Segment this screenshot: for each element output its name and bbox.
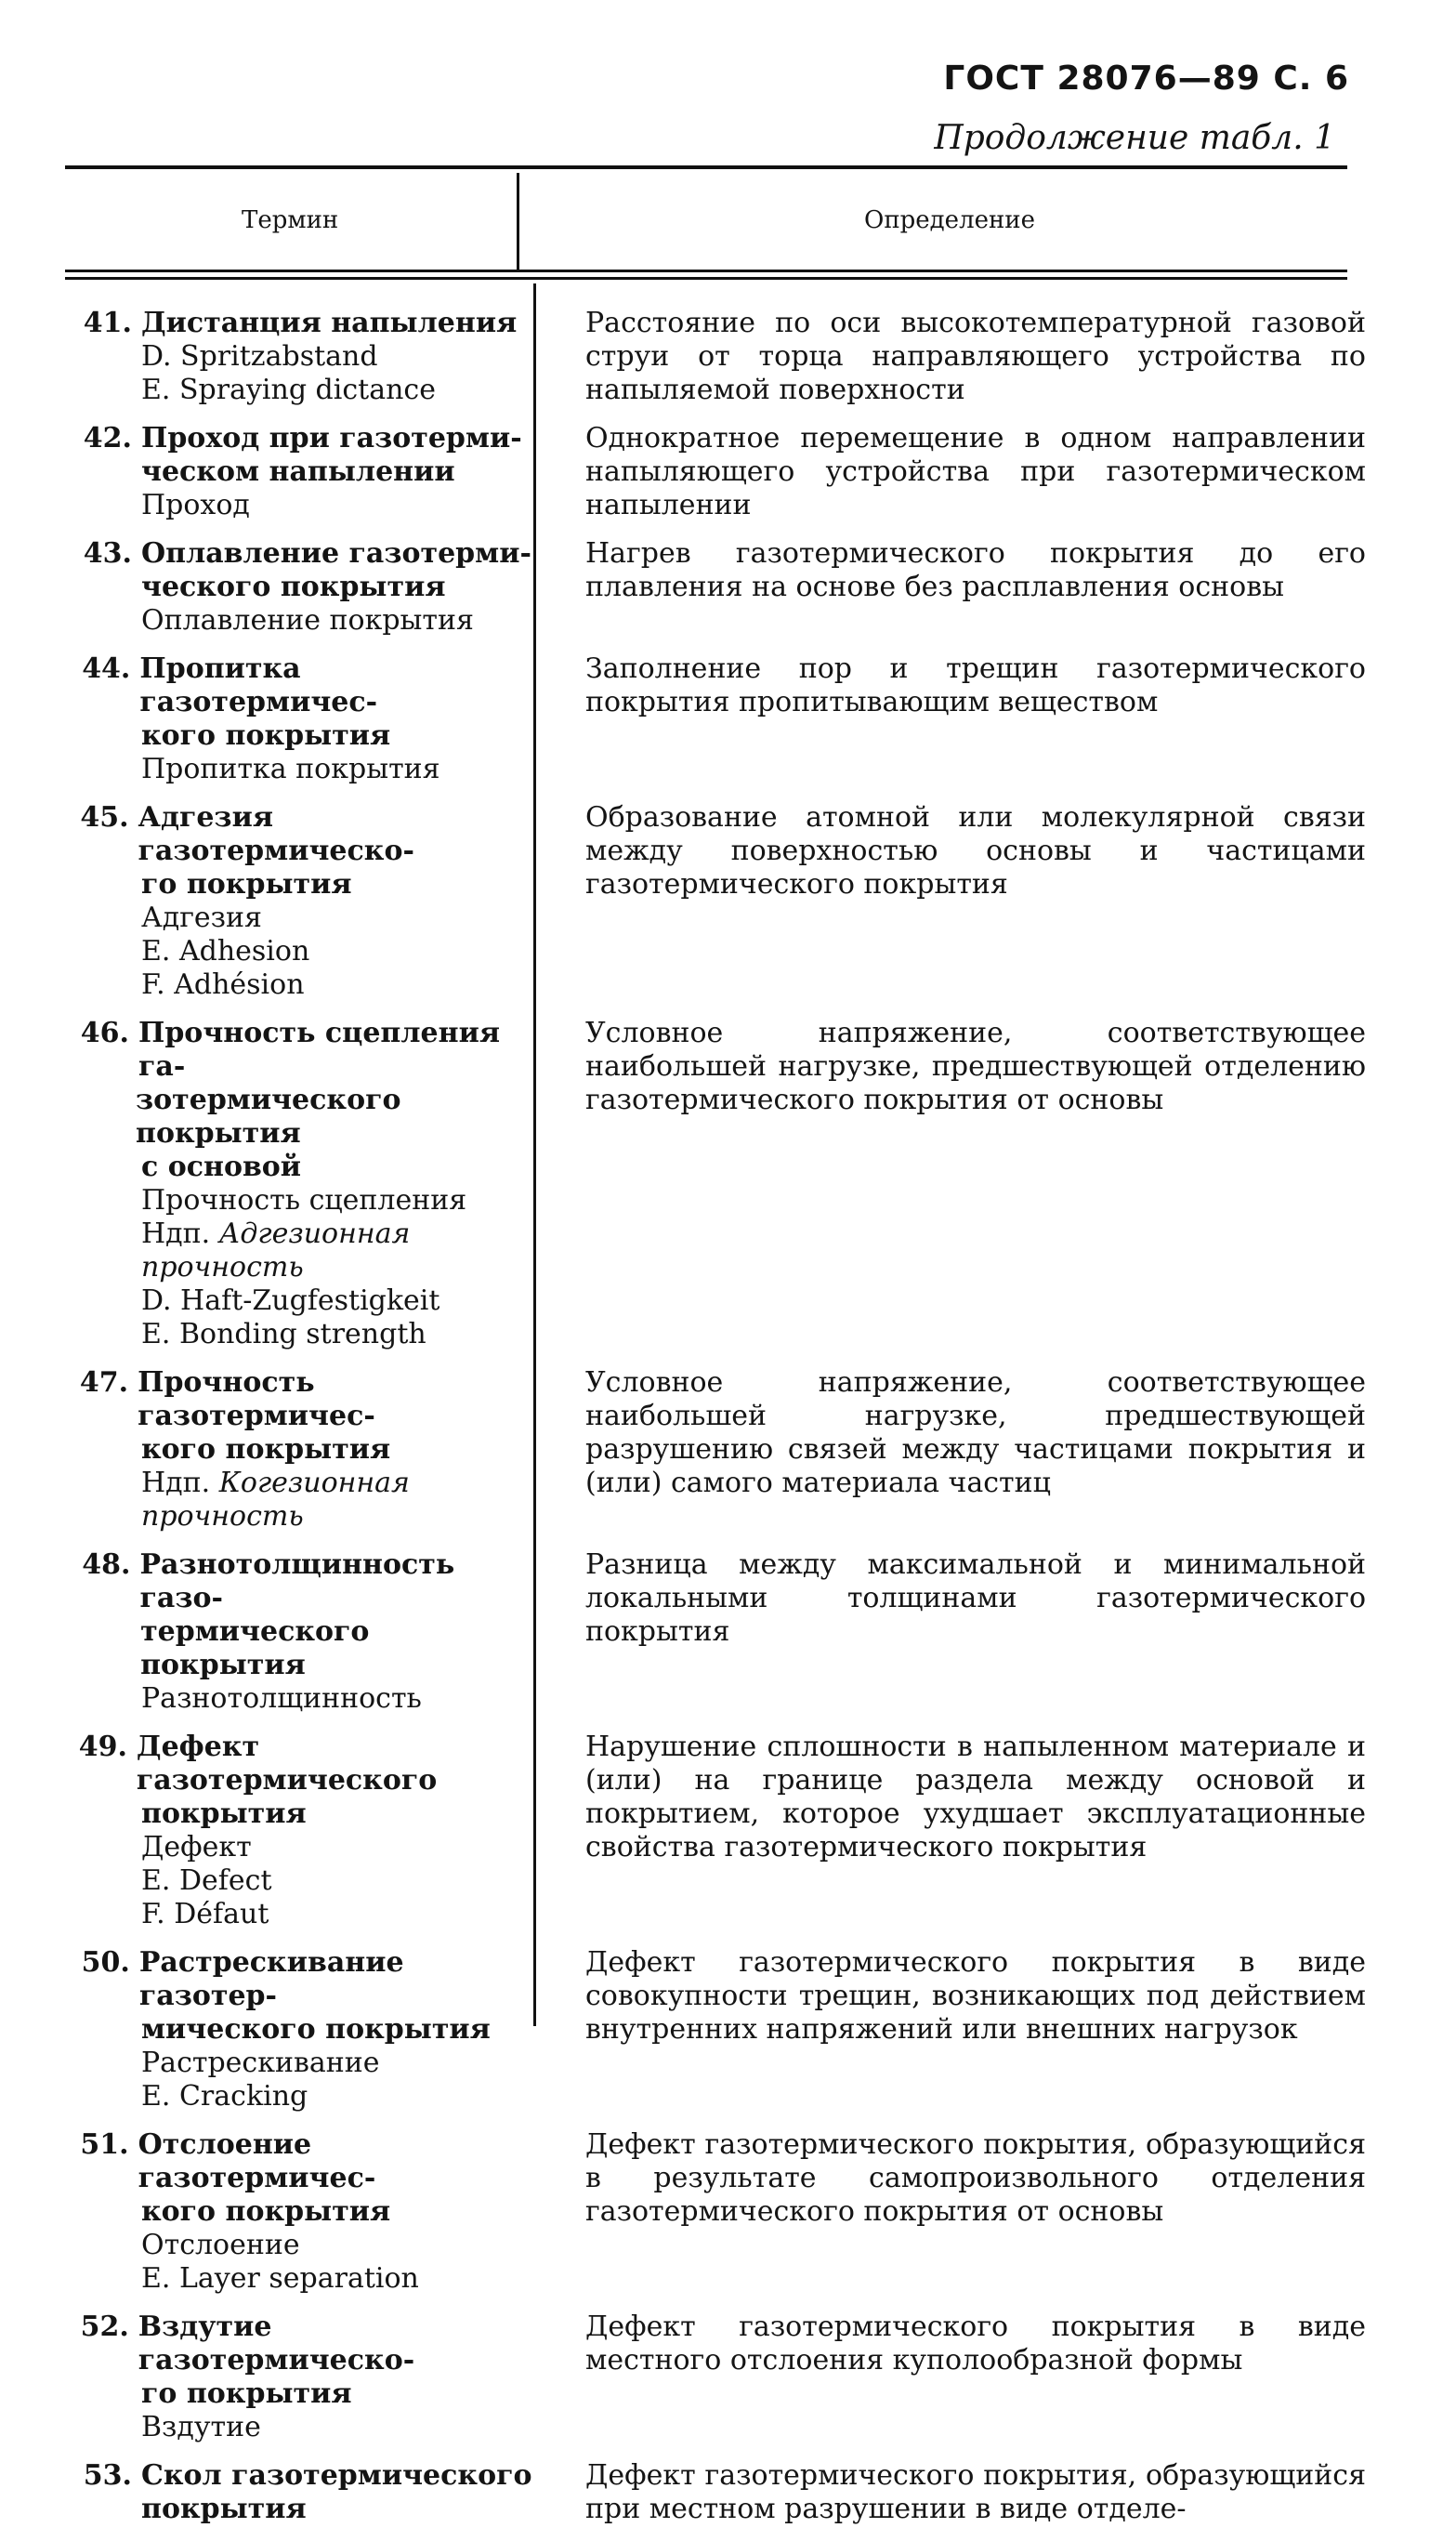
term-title-line — [65, 2377, 539, 2411]
term-synonym: D. Haft-Zugfestigkeit — [141, 1284, 440, 1317]
term-title-line — [65, 1366, 539, 1433]
definition-cell: Условное напряжение, соответствующее наибольшей нагрузке, предшествующей отделению газотермического покрытия от основы — [585, 1017, 1366, 1116]
term-title-line — [65, 307, 539, 340]
term-cell — [56, 1946, 539, 2113]
term-number — [65, 2377, 132, 2411]
term-title-line — [65, 422, 539, 455]
term-synonym: F. Adhésion — [141, 968, 305, 1001]
term-nondesirable: Адгезионная прочность — [141, 1218, 411, 1284]
table-row — [56, 1366, 1366, 1534]
term-number — [65, 1797, 132, 1831]
term-number — [65, 571, 132, 604]
column-header-term: Термин — [242, 206, 339, 234]
header-divider — [517, 173, 519, 270]
term-number: 51. — [80, 2128, 129, 2161]
term-title-line — [65, 1615, 539, 1682]
term-synonym: E. Spraying dictance — [141, 374, 436, 406]
term-synonym: Вздутие — [141, 2411, 261, 2443]
term-title-text: Вздутие газотермическо- — [138, 2311, 415, 2376]
term-number: 47. — [79, 1366, 129, 1399]
term-number: 44. — [82, 652, 131, 685]
term-title-line — [65, 2013, 539, 2047]
term-cell — [56, 2311, 539, 2444]
term-title-text: кого покрытия — [141, 719, 391, 752]
term-cell — [56, 1366, 539, 1534]
term-title-line — [65, 2128, 539, 2195]
term-number: 48. — [82, 1548, 131, 1581]
term-synonym: Ндп. Когезионная прочность — [141, 1467, 410, 1533]
definition-cell: Дефект газотермического покрытия, образующийся при местном разрушении в виде отделе- — [585, 2459, 1366, 2525]
table-row — [56, 2311, 1366, 2444]
table-continuation-label: Продолжение табл. 1 — [934, 119, 1335, 157]
definition-cell: Дефект газотермического покрытия, образующийся в результате самопроизвольного отделения газотермического покрытия от основы — [585, 2128, 1366, 2228]
term-title-line — [65, 1797, 539, 1831]
term-synonym: Дефект — [141, 1831, 252, 1863]
term-title-text: Отслоение газотермичес- — [138, 2128, 376, 2194]
term-synonym: Ндп. Адгезионная прочность — [141, 1218, 411, 1284]
table-row — [56, 801, 1366, 1002]
term-cell — [56, 1548, 539, 1716]
definition-cell: Нарушение сплошности в напыленном материале и (или) на границе раздела между основой и покрытием, которое ухудшает эксплуатационные свойства газотермического покрытия — [585, 1731, 1366, 1863]
term-title-line — [65, 1151, 539, 1184]
table-row — [56, 2128, 1366, 2296]
term-synonym: E. Bonding strength — [141, 1318, 426, 1350]
term-number: 42. — [83, 422, 132, 454]
term-number: 43. — [83, 537, 132, 570]
term-title-text: кого покрытия — [141, 2195, 391, 2228]
term-cell — [56, 2128, 539, 2296]
term-synonym: D. Spritzabstand — [141, 340, 378, 373]
term-number — [65, 1151, 132, 1184]
term-number — [65, 2195, 132, 2229]
term-cell — [56, 422, 539, 522]
term-number — [65, 2013, 132, 2047]
table-row — [56, 422, 1366, 522]
term-number — [65, 2493, 132, 2526]
term-title-line — [65, 2493, 539, 2526]
column-header-definition: Определение — [864, 206, 1036, 234]
term-title-line — [65, 571, 539, 604]
table-row — [56, 1946, 1366, 2113]
term-number — [65, 719, 132, 753]
table-row — [56, 307, 1366, 407]
term-title-text: Оплавление газотерми- — [141, 537, 531, 570]
term-nondesirable: Когезионная прочность — [141, 1467, 410, 1533]
term-title-text: Прочность газотермичес- — [138, 1366, 375, 1432]
term-title-text: Адгезия газотермическо- — [138, 801, 414, 867]
term-title-text: с основой — [141, 1151, 302, 1183]
term-cell — [56, 307, 539, 407]
term-title-line — [65, 2195, 539, 2229]
table-row — [56, 1731, 1366, 1931]
term-number: 46. — [80, 1017, 129, 1049]
term-title-text: Разнотолщинность газо- — [139, 1548, 455, 1614]
definition-cell: Расстояние по оси высокотемпературной газовой струи от торца направляющего устройства по напыляемой поверхности — [585, 307, 1366, 406]
term-synonym: Прочность сцепления — [141, 1184, 467, 1217]
definition-cell: Разница между максимальной и минимальной локальными толщинами газотермического покрытия — [585, 1548, 1366, 1648]
term-title-text: ческого покрытия — [141, 571, 446, 603]
term-title-text: ческом напылении — [141, 455, 455, 488]
terms-table-body — [56, 307, 1366, 2541]
term-title-text: кого покрытия — [141, 1433, 391, 1466]
top-rule — [65, 165, 1347, 169]
definition-cell: Дефект газотермического покрытия в виде местного отслоения куполообразной формы — [585, 2311, 1366, 2376]
header-double-rule-2 — [65, 277, 1347, 280]
term-title-line — [65, 455, 539, 489]
term-number — [65, 1615, 131, 1682]
term-synonym: Отслоение — [141, 2229, 300, 2261]
term-title-line — [65, 1946, 539, 2013]
definition-cell: Однократное перемещение в одном направлении напыляющего устройства при газотермическом напылении — [585, 422, 1366, 521]
term-title-text: Растрескивание газотер- — [138, 1946, 404, 2012]
definition-cell: Заполнение пор и трещин газотермического покрытия пропитывающим веществом — [585, 652, 1366, 718]
term-title-text: Проход при газотерми- — [141, 422, 522, 454]
term-title-text: покрытия — [141, 1797, 307, 1830]
term-title-line — [65, 652, 539, 719]
term-title-line — [65, 2459, 539, 2493]
term-cell — [56, 1731, 539, 1931]
term-synonym: E. Cracking — [141, 2080, 308, 2113]
definition-cell: Условное напряжение, соответствующее наибольшей нагрузке, предшествующей разрушению связей между частицами покрытия и (или) самого материала частиц — [585, 1366, 1366, 1499]
term-synonym: Проход — [141, 489, 250, 521]
term-number — [65, 1084, 126, 1151]
term-number: 50. — [81, 1946, 130, 1979]
term-cell — [56, 2459, 539, 2526]
term-title-text: го покрытия — [141, 868, 352, 901]
term-synonym: E. Layer separation — [141, 2262, 419, 2295]
term-number — [65, 868, 132, 902]
table-row — [56, 1017, 1366, 1351]
term-number — [65, 455, 132, 489]
term-title-line — [65, 1433, 539, 1467]
term-cell — [56, 801, 539, 1002]
term-title-line — [65, 1017, 539, 1084]
definition-cell: Образование атомной или молекулярной связи между поверхностью основы и частицами газотермического покрытия — [585, 801, 1366, 901]
term-synonym: Адгезия — [141, 902, 262, 934]
term-title-line — [65, 868, 539, 902]
term-title-line — [65, 801, 539, 868]
term-title-text: го покрытия — [141, 2377, 352, 2410]
term-number: 49. — [78, 1731, 127, 1763]
table-row — [56, 2459, 1366, 2526]
term-title-text: Скол газотермического — [141, 2459, 532, 2492]
term-title-line — [65, 719, 539, 753]
term-title-text: Пропитка газотермичес- — [139, 652, 378, 718]
term-title-text: покрытия — [141, 2493, 307, 2525]
term-synonym: E. Adhesion — [141, 935, 310, 968]
table-row — [56, 652, 1366, 786]
term-synonym: Растрескивание — [141, 2047, 380, 2079]
term-number: 53. — [83, 2459, 132, 2492]
term-number: 41. — [83, 307, 132, 339]
term-title-text: Дистанция напыления — [141, 307, 518, 339]
term-title-text: мического покрытия — [141, 2013, 491, 2046]
term-title-text: Дефект газотермического — [136, 1731, 438, 1797]
term-title-line — [65, 1084, 539, 1151]
term-synonym: Оплавление покрытия — [141, 604, 474, 637]
table-row — [56, 1548, 1366, 1716]
term-title-line — [65, 2311, 539, 2377]
term-number: 52. — [80, 2311, 129, 2343]
term-number: 45. — [80, 801, 129, 834]
term-cell — [56, 1017, 539, 1351]
definition-cell: Дефект газотермического покрытия в виде совокупности трещин, возникающих под действием внутренних напряжений или внешних нагрузок — [585, 1946, 1366, 2046]
term-synonym: Пропитка покрытия — [141, 753, 440, 785]
term-title-line — [65, 537, 539, 571]
term-synonym: F. Défaut — [141, 1898, 269, 1930]
term-title-line — [65, 1731, 539, 1797]
table-row — [56, 537, 1366, 638]
term-cell — [56, 537, 539, 638]
term-title-text: термического покрытия — [140, 1615, 370, 1681]
definition-cell: Нагрев газотермического покрытия до его плавления на основе без расплавления основы — [585, 537, 1366, 603]
term-title-line — [65, 1548, 539, 1615]
header-double-rule — [65, 270, 1347, 272]
term-cell — [56, 652, 539, 786]
page-header: ГОСТ 28076—89 С. 6 — [943, 59, 1349, 98]
term-synonym: E. Defect — [141, 1864, 272, 1897]
term-title-text: зотермического покрытия — [135, 1084, 401, 1150]
term-title-text: Прочность сцепления га- — [138, 1017, 500, 1083]
term-synonym: Разнотолщинность — [141, 1682, 422, 1715]
term-number — [65, 1433, 132, 1467]
